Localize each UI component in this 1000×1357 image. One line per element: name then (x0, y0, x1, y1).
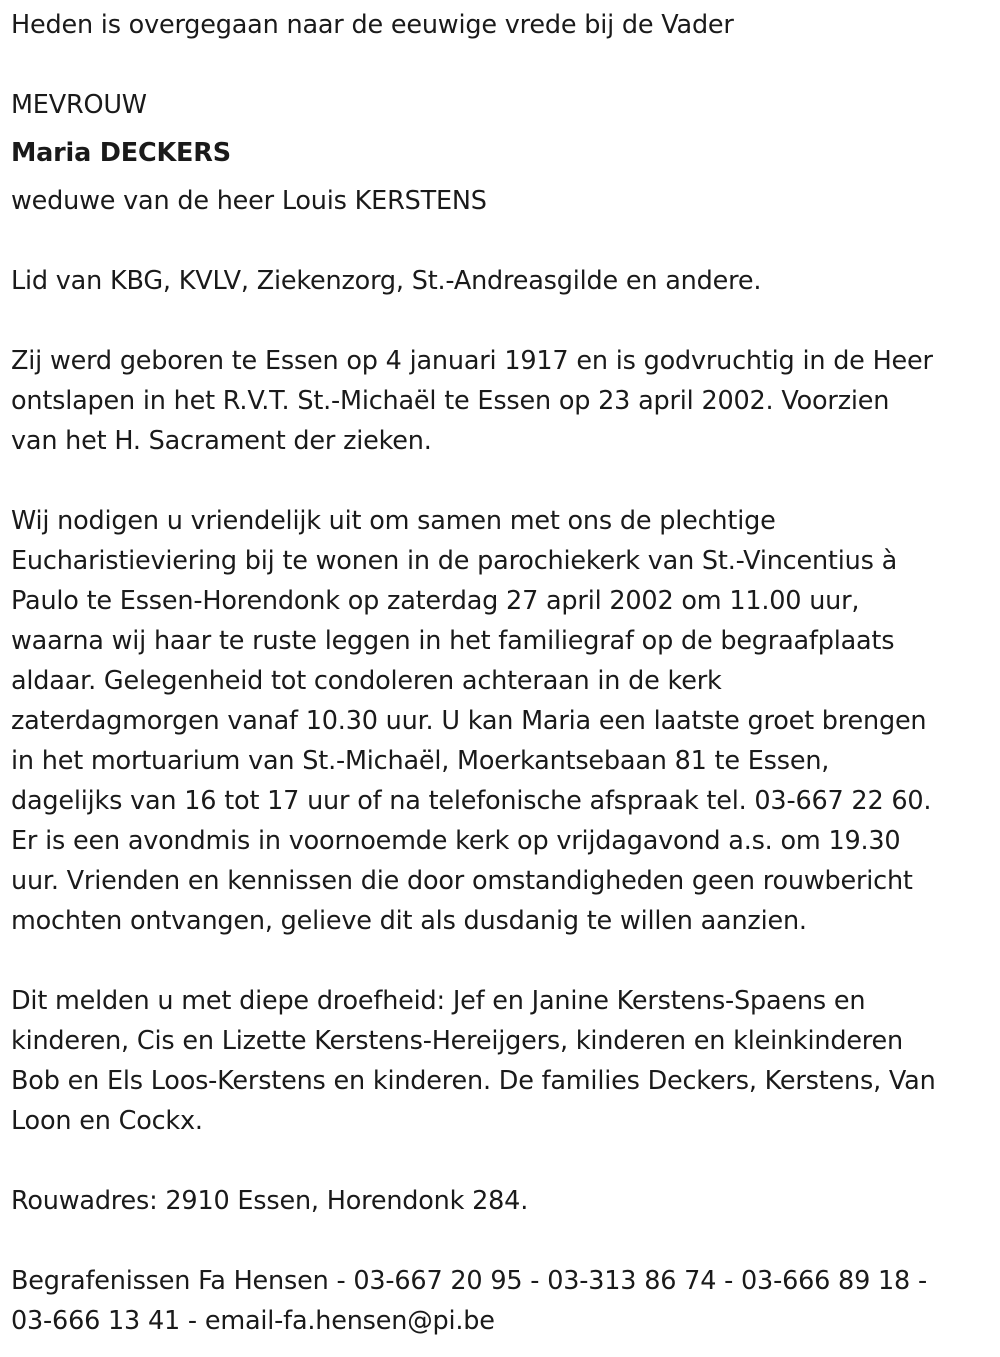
paragraph-line: Paulo te Essen-Horendonk op zaterdag 27 april 2002 om 11.00 uur, (11, 586, 860, 616)
paragraph-line: Begrafenissen Fa Hensen - 03-667 20 95 - 03-313 86 74 - 03-666 89 18 - (11, 1266, 927, 1296)
paragraph-line: Loon en Cockx. (11, 1106, 203, 1136)
intro-line: Heden is overgegaan naar de eeuwige vrede bij de Vader (11, 10, 734, 40)
memberships-line: Lid van KBG, KVLV, Ziekenzorg, St.-Andreasgilde en andere. (11, 266, 762, 296)
paragraph-line: van het H. Sacrament der zieken. (11, 426, 432, 456)
address-line: Rouwadres: 2910 Essen, Horendonk 284. (11, 1186, 529, 1216)
paragraph-line: Bob en Els Loos-Kerstens en kinderen. De families Deckers, Kerstens, Van (11, 1066, 936, 1096)
paragraph-line: Eucharistieviering bij te wonen in de parochiekerk van St.-Vincentius à (11, 546, 897, 576)
deceased-name: Maria DECKERS (11, 138, 231, 168)
paragraph-line: Wij nodigen u vriendelijk uit om samen met ons de plechtige (11, 506, 776, 536)
paragraph-line: waarna wij haar te ruste leggen in het familiegraf op de begraafplaats (11, 626, 895, 656)
paragraph-line: Dit melden u met diepe droefheid: Jef en Janine Kerstens-Spaens en (11, 986, 866, 1016)
widow-of-line: weduwe van de heer Louis KERSTENS (11, 186, 487, 216)
paragraph-line: mochten ontvangen, gelieve dit als dusdanig te willen aanzien. (11, 906, 807, 936)
invitation-paragraph (11, 501, 993, 941)
paragraph-line: zaterdagmorgen vanaf 10.30 uur. U kan Maria een laatste groet brengen (11, 706, 927, 736)
paragraph-line: 03-666 13 41 - email-fa.hensen@pi.be (11, 1306, 495, 1336)
paragraph-line: ontslapen in het R.V.T. St.-Michaël te Essen op 23 april 2002. Voorzien (11, 386, 890, 416)
funeral-home-paragraph (11, 1261, 993, 1341)
paragraph-line: uur. Vrienden en kennissen die door omstandigheden geen rouwbericht (11, 866, 913, 896)
paragraph-line: in het mortuarium van St.-Michaël, Moerkantsebaan 81 te Essen, (11, 746, 830, 776)
paragraph-line: Er is een avondmis in voornoemde kerk op vrijdagavond a.s. om 19.30 (11, 826, 901, 856)
paragraph-line: Zij werd geboren te Essen op 4 januari 1917 en is godvruchtig in de Heer (11, 346, 933, 376)
paragraph-line: dagelijks van 16 tot 17 uur of na telefonische afspraak tel. 03-667 22 60. (11, 786, 932, 816)
birth-death-paragraph (11, 341, 993, 461)
title-prefix: MEVROUW (11, 90, 147, 120)
family-paragraph (11, 981, 993, 1141)
paragraph-line: kinderen, Cis en Lizette Kerstens-Hereijgers, kinderen en kleinkinderen (11, 1026, 903, 1056)
paragraph-line: aldaar. Gelegenheid tot condoleren achteraan in de kerk (11, 666, 722, 696)
